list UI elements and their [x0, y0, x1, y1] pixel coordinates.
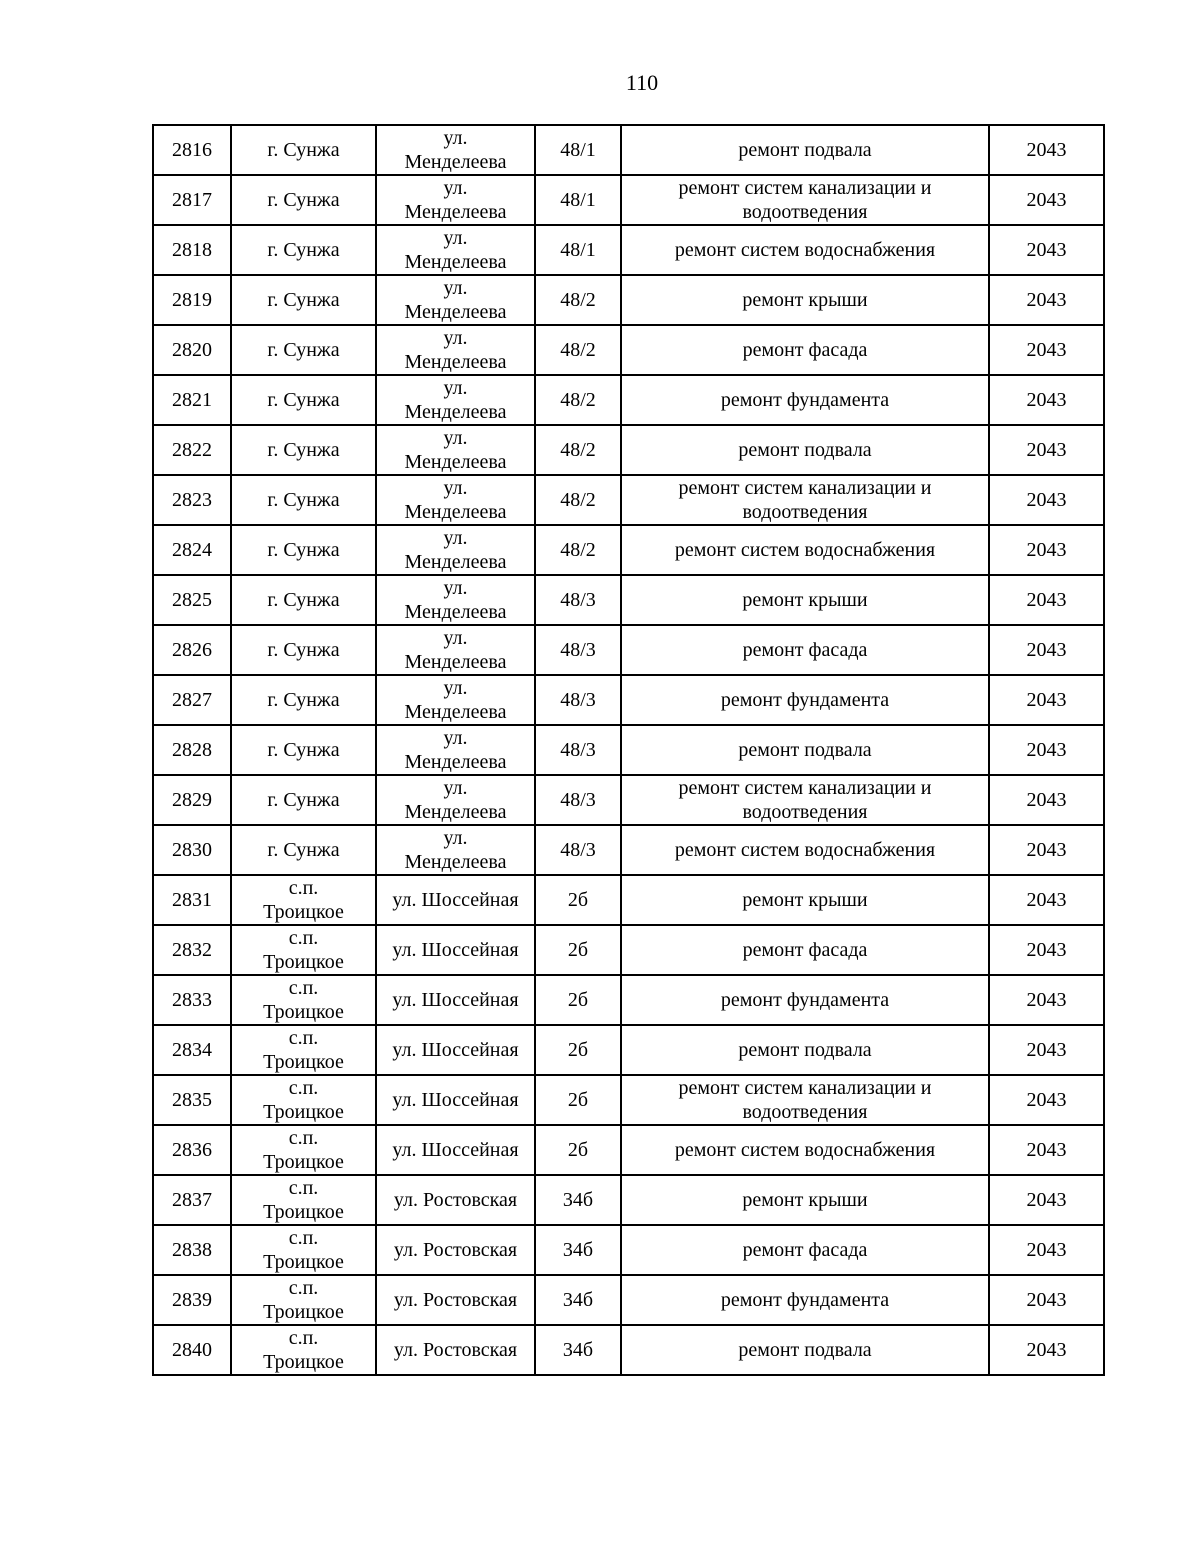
locality-cell: [231, 825, 376, 875]
street-line: ул.: [443, 477, 468, 499]
locality-line: г. Сунжа: [267, 539, 340, 561]
locality-cell: [231, 875, 376, 925]
table-row: [153, 1225, 1104, 1275]
year-cell: 2043: [989, 975, 1104, 1025]
work-type-line: ремонт крыши: [742, 589, 868, 611]
work-type-cell: [621, 1325, 989, 1375]
street-cell: [376, 575, 535, 625]
street-line: ул.: [443, 277, 468, 299]
locality-cell: [231, 1275, 376, 1325]
work-type-cell: [621, 675, 989, 725]
house-number-cell: 48/2: [535, 375, 621, 425]
table-body: [153, 125, 1104, 1375]
locality-line: с.п.: [288, 1127, 319, 1149]
work-type-cell: [621, 225, 989, 275]
work-type-cell: [621, 175, 989, 225]
year-cell: 2043: [989, 225, 1104, 275]
row-number-cell: 2830: [153, 825, 231, 875]
work-type-cell: [621, 1125, 989, 1175]
street-cell: [376, 875, 535, 925]
street-line: ул. Ростовская: [393, 1339, 518, 1361]
row-number-cell: 2824: [153, 525, 231, 575]
locality-line: Троицкое: [263, 1151, 344, 1173]
work-type-line: ремонт систем канализации и: [678, 1077, 932, 1099]
street-line: ул.: [443, 777, 468, 799]
repair-schedule-table: [152, 124, 1105, 1376]
street-cell: [376, 175, 535, 225]
work-type-line: ремонт подвала: [738, 739, 872, 761]
work-type-line: ремонт крыши: [742, 889, 868, 911]
locality-cell: [231, 1075, 376, 1125]
house-number-cell: 2б: [535, 1075, 621, 1125]
work-type-line: ремонт фасада: [742, 1239, 868, 1261]
locality-cell: [231, 1225, 376, 1275]
year-cell: 2043: [989, 1125, 1104, 1175]
table-row: [153, 925, 1104, 975]
locality-line: с.п.: [288, 977, 319, 999]
year-cell: 2043: [989, 925, 1104, 975]
locality-line: г. Сунжа: [267, 439, 340, 461]
year-cell: 2043: [989, 475, 1104, 525]
table-row: [153, 875, 1104, 925]
street-line: Менделеева: [404, 301, 507, 323]
house-number-cell: 48/3: [535, 775, 621, 825]
row-number-cell: 2832: [153, 925, 231, 975]
street-line: ул.: [443, 377, 468, 399]
work-type-line: ремонт фасада: [742, 639, 868, 661]
work-type-cell: [621, 1175, 989, 1225]
work-type-cell: [621, 725, 989, 775]
row-number-cell: 2822: [153, 425, 231, 475]
row-number-cell: 2820: [153, 325, 231, 375]
locality-line: Троицкое: [263, 1251, 344, 1273]
street-line: ул.: [443, 727, 468, 749]
locality-line: г. Сунжа: [267, 689, 340, 711]
locality-line: Троицкое: [263, 951, 344, 973]
locality-cell: [231, 175, 376, 225]
work-type-line: ремонт фундамента: [720, 989, 890, 1011]
table-row: [153, 575, 1104, 625]
locality-line: Троицкое: [263, 1201, 344, 1223]
street-line: ул. Шоссейная: [392, 1039, 519, 1061]
locality-line: г. Сунжа: [267, 239, 340, 261]
street-line: ул. Шоссейная: [392, 989, 519, 1011]
table-row: [153, 475, 1104, 525]
table-row: [153, 325, 1104, 375]
locality-cell: [231, 1025, 376, 1075]
street-line: ул. Шоссейная: [392, 1139, 519, 1161]
locality-cell: [231, 575, 376, 625]
street-cell: [376, 1125, 535, 1175]
street-cell: [376, 275, 535, 325]
locality-line: с.п.: [288, 1227, 319, 1249]
street-line: ул.: [443, 827, 468, 849]
table-row: [153, 125, 1104, 175]
house-number-cell: 34б: [535, 1175, 621, 1225]
year-cell: 2043: [989, 1225, 1104, 1275]
row-number-cell: 2825: [153, 575, 231, 625]
year-cell: 2043: [989, 1025, 1104, 1075]
work-type-cell: [621, 925, 989, 975]
locality-line: г. Сунжа: [267, 489, 340, 511]
house-number-cell: 48/2: [535, 525, 621, 575]
locality-cell: [231, 225, 376, 275]
house-number-cell: 48/2: [535, 275, 621, 325]
work-type-cell: [621, 1275, 989, 1325]
house-number-cell: 34б: [535, 1325, 621, 1375]
table-row: [153, 1075, 1104, 1125]
street-line: Менделеева: [404, 851, 507, 873]
street-line: ул.: [443, 677, 468, 699]
work-type-cell: [621, 625, 989, 675]
locality-cell: [231, 925, 376, 975]
row-number-cell: 2827: [153, 675, 231, 725]
work-type-cell: [621, 1025, 989, 1075]
locality-line: г. Сунжа: [267, 639, 340, 661]
locality-line: г. Сунжа: [267, 289, 340, 311]
house-number-cell: 2б: [535, 975, 621, 1025]
locality-cell: [231, 675, 376, 725]
street-line: ул.: [443, 327, 468, 349]
row-number-cell: 2818: [153, 225, 231, 275]
house-number-cell: 48/1: [535, 225, 621, 275]
work-type-line: ремонт подвала: [738, 1339, 872, 1361]
work-type-line: ремонт систем канализации и: [678, 177, 932, 199]
locality-cell: [231, 725, 376, 775]
street-line: ул. Шоссейная: [392, 939, 519, 961]
table-row: [153, 825, 1104, 875]
street-line: ул. Ростовская: [393, 1289, 518, 1311]
street-line: ул.: [443, 527, 468, 549]
street-cell: [376, 375, 535, 425]
year-cell: 2043: [989, 275, 1104, 325]
locality-line: Троицкое: [263, 1351, 344, 1373]
row-number-cell: 2835: [153, 1075, 231, 1125]
work-type-line: ремонт фундамента: [720, 1289, 890, 1311]
locality-cell: [231, 425, 376, 475]
street-line: Менделеева: [404, 451, 507, 473]
locality-line: с.п.: [288, 1077, 319, 1099]
row-number-cell: 2837: [153, 1175, 231, 1225]
house-number-cell: 48/1: [535, 125, 621, 175]
street-cell: [376, 825, 535, 875]
street-cell: [376, 1025, 535, 1075]
year-cell: 2043: [989, 1175, 1104, 1225]
house-number-cell: 2б: [535, 1125, 621, 1175]
year-cell: 2043: [989, 875, 1104, 925]
work-type-cell: [621, 275, 989, 325]
street-line: ул.: [443, 577, 468, 599]
locality-line: г. Сунжа: [267, 839, 340, 861]
work-type-cell: [621, 425, 989, 475]
work-type-line: ремонт крыши: [742, 289, 868, 311]
table-row: [153, 675, 1104, 725]
house-number-cell: 34б: [535, 1225, 621, 1275]
work-type-cell: [621, 875, 989, 925]
work-type-cell: [621, 325, 989, 375]
page-number: 110: [625, 70, 659, 95]
row-number-cell: 2839: [153, 1275, 231, 1325]
locality-line: г. Сунжа: [267, 189, 340, 211]
locality-line: г. Сунжа: [267, 139, 340, 161]
table-row: [153, 975, 1104, 1025]
row-number-cell: 2823: [153, 475, 231, 525]
row-number-cell: 2819: [153, 275, 231, 325]
work-type-cell: [621, 575, 989, 625]
work-type-cell: [621, 975, 989, 1025]
locality-cell: [231, 775, 376, 825]
house-number-cell: 48/2: [535, 475, 621, 525]
row-number-cell: 2840: [153, 1325, 231, 1375]
house-number-cell: 48/3: [535, 675, 621, 725]
year-cell: 2043: [989, 1325, 1104, 1375]
street-line: ул.: [443, 127, 468, 149]
house-number-cell: 48/3: [535, 725, 621, 775]
street-line: ул.: [443, 427, 468, 449]
table-row: [153, 725, 1104, 775]
year-cell: 2043: [989, 1075, 1104, 1125]
locality-line: г. Сунжа: [267, 589, 340, 611]
work-type-line: ремонт подвала: [738, 139, 872, 161]
work-type-line: водоотведения: [742, 201, 868, 223]
row-number-cell: 2831: [153, 875, 231, 925]
table-row: [153, 375, 1104, 425]
table-row: [153, 425, 1104, 475]
row-number-cell: 2817: [153, 175, 231, 225]
year-cell: 2043: [989, 325, 1104, 375]
table-row: [153, 175, 1104, 225]
year-cell: 2043: [989, 625, 1104, 675]
street-line: ул. Шоссейная: [392, 1089, 519, 1111]
work-type-cell: [621, 775, 989, 825]
work-type-line: ремонт фасада: [742, 339, 868, 361]
work-type-line: ремонт фундамента: [720, 689, 890, 711]
street-line: ул. Ростовская: [393, 1239, 518, 1261]
locality-cell: [231, 525, 376, 575]
house-number-cell: 48/3: [535, 575, 621, 625]
street-line: Менделеева: [404, 151, 507, 173]
house-number-cell: 2б: [535, 925, 621, 975]
year-cell: 2043: [989, 425, 1104, 475]
locality-cell: [231, 1325, 376, 1375]
work-type-line: водоотведения: [742, 1101, 868, 1123]
street-cell: [376, 125, 535, 175]
locality-cell: [231, 125, 376, 175]
table-row: [153, 1325, 1104, 1375]
row-number-cell: 2826: [153, 625, 231, 675]
work-type-line: ремонт подвала: [738, 1039, 872, 1061]
street-line: Менделеева: [404, 801, 507, 823]
street-cell: [376, 1175, 535, 1225]
street-cell: [376, 1325, 535, 1375]
locality-line: г. Сунжа: [267, 789, 340, 811]
street-line: ул.: [443, 227, 468, 249]
street-cell: [376, 675, 535, 725]
street-cell: [376, 925, 535, 975]
street-line: Менделеева: [404, 551, 507, 573]
street-cell: [376, 325, 535, 375]
house-number-cell: 2б: [535, 1025, 621, 1075]
locality-cell: [231, 975, 376, 1025]
street-line: Менделеева: [404, 701, 507, 723]
street-line: ул. Ростовская: [393, 1189, 518, 1211]
locality-line: с.п.: [288, 927, 319, 949]
house-number-cell: 48/1: [535, 175, 621, 225]
street-cell: [376, 725, 535, 775]
work-type-cell: [621, 1225, 989, 1275]
locality-line: с.п.: [288, 1177, 319, 1199]
work-type-line: ремонт систем канализации и: [678, 777, 932, 799]
work-type-line: ремонт подвала: [738, 439, 872, 461]
row-number-cell: 2834: [153, 1025, 231, 1075]
table-row: [153, 1175, 1104, 1225]
street-cell: [376, 475, 535, 525]
row-number-cell: 2838: [153, 1225, 231, 1275]
work-type-cell: [621, 125, 989, 175]
street-cell: [376, 775, 535, 825]
locality-line: Троицкое: [263, 1101, 344, 1123]
locality-cell: [231, 475, 376, 525]
locality-cell: [231, 375, 376, 425]
row-number-cell: 2836: [153, 1125, 231, 1175]
street-cell: [376, 1225, 535, 1275]
work-type-line: ремонт систем водоснабжения: [674, 539, 936, 561]
year-cell: 2043: [989, 125, 1104, 175]
street-cell: [376, 225, 535, 275]
work-type-line: ремонт систем водоснабжения: [674, 1139, 936, 1161]
street-cell: [376, 525, 535, 575]
locality-line: г. Сунжа: [267, 389, 340, 411]
year-cell: 2043: [989, 775, 1104, 825]
street-line: Менделеева: [404, 401, 507, 423]
year-cell: 2043: [989, 825, 1104, 875]
table-row: [153, 1125, 1104, 1175]
locality-line: с.п.: [288, 1277, 319, 1299]
house-number-cell: 34б: [535, 1275, 621, 1325]
street-line: Менделеева: [404, 351, 507, 373]
house-number-cell: 48/3: [535, 825, 621, 875]
year-cell: 2043: [989, 175, 1104, 225]
year-cell: 2043: [989, 725, 1104, 775]
street-line: Менделеева: [404, 501, 507, 523]
year-cell: 2043: [989, 1275, 1104, 1325]
street-line: ул.: [443, 177, 468, 199]
work-type-cell: [621, 375, 989, 425]
year-cell: 2043: [989, 525, 1104, 575]
table-row: [153, 625, 1104, 675]
table-row: [153, 775, 1104, 825]
work-type-line: ремонт фундамента: [720, 389, 890, 411]
table-row: [153, 1025, 1104, 1075]
row-number-cell: 2829: [153, 775, 231, 825]
locality-line: г. Сунжа: [267, 339, 340, 361]
street-line: Менделеева: [404, 251, 507, 273]
table-row: [153, 525, 1104, 575]
table-row: [153, 275, 1104, 325]
row-number-cell: 2821: [153, 375, 231, 425]
row-number-cell: 2833: [153, 975, 231, 1025]
work-type-cell: [621, 475, 989, 525]
street-line: ул. Шоссейная: [392, 889, 519, 911]
work-type-cell: [621, 825, 989, 875]
row-number-cell: 2828: [153, 725, 231, 775]
street-cell: [376, 625, 535, 675]
locality-line: Троицкое: [263, 1001, 344, 1023]
locality-line: Троицкое: [263, 901, 344, 923]
work-type-cell: [621, 1075, 989, 1125]
locality-cell: [231, 275, 376, 325]
locality-line: с.п.: [288, 877, 319, 899]
locality-cell: [231, 325, 376, 375]
work-type-line: водоотведения: [742, 501, 868, 523]
year-cell: 2043: [989, 375, 1104, 425]
work-type-line: водоотведения: [742, 801, 868, 823]
street-line: Менделеева: [404, 651, 507, 673]
street-cell: [376, 1275, 535, 1325]
locality-cell: [231, 625, 376, 675]
work-type-line: ремонт систем водоснабжения: [674, 839, 936, 861]
table-row: [153, 225, 1104, 275]
work-type-cell: [621, 525, 989, 575]
year-cell: 2043: [989, 575, 1104, 625]
street-line: Менделеева: [404, 751, 507, 773]
locality-line: Троицкое: [263, 1051, 344, 1073]
locality-cell: [231, 1175, 376, 1225]
locality-line: с.п.: [288, 1327, 319, 1349]
locality-line: Троицкое: [263, 1301, 344, 1323]
work-type-line: ремонт фасада: [742, 939, 868, 961]
work-type-line: ремонт систем водоснабжения: [674, 239, 936, 261]
street-cell: [376, 1075, 535, 1125]
street-cell: [376, 425, 535, 475]
street-line: Менделеева: [404, 601, 507, 623]
work-type-line: ремонт крыши: [742, 1189, 868, 1211]
locality-cell: [231, 1125, 376, 1175]
table-row: [153, 1275, 1104, 1325]
house-number-cell: 48/3: [535, 625, 621, 675]
house-number-cell: 2б: [535, 875, 621, 925]
locality-line: г. Сунжа: [267, 739, 340, 761]
row-number-cell: 2816: [153, 125, 231, 175]
work-type-line: ремонт систем канализации и: [678, 477, 932, 499]
year-cell: 2043: [989, 675, 1104, 725]
street-cell: [376, 975, 535, 1025]
street-line: ул.: [443, 627, 468, 649]
locality-line: с.п.: [288, 1027, 319, 1049]
house-number-cell: 48/2: [535, 425, 621, 475]
house-number-cell: 48/2: [535, 325, 621, 375]
street-line: Менделеева: [404, 201, 507, 223]
